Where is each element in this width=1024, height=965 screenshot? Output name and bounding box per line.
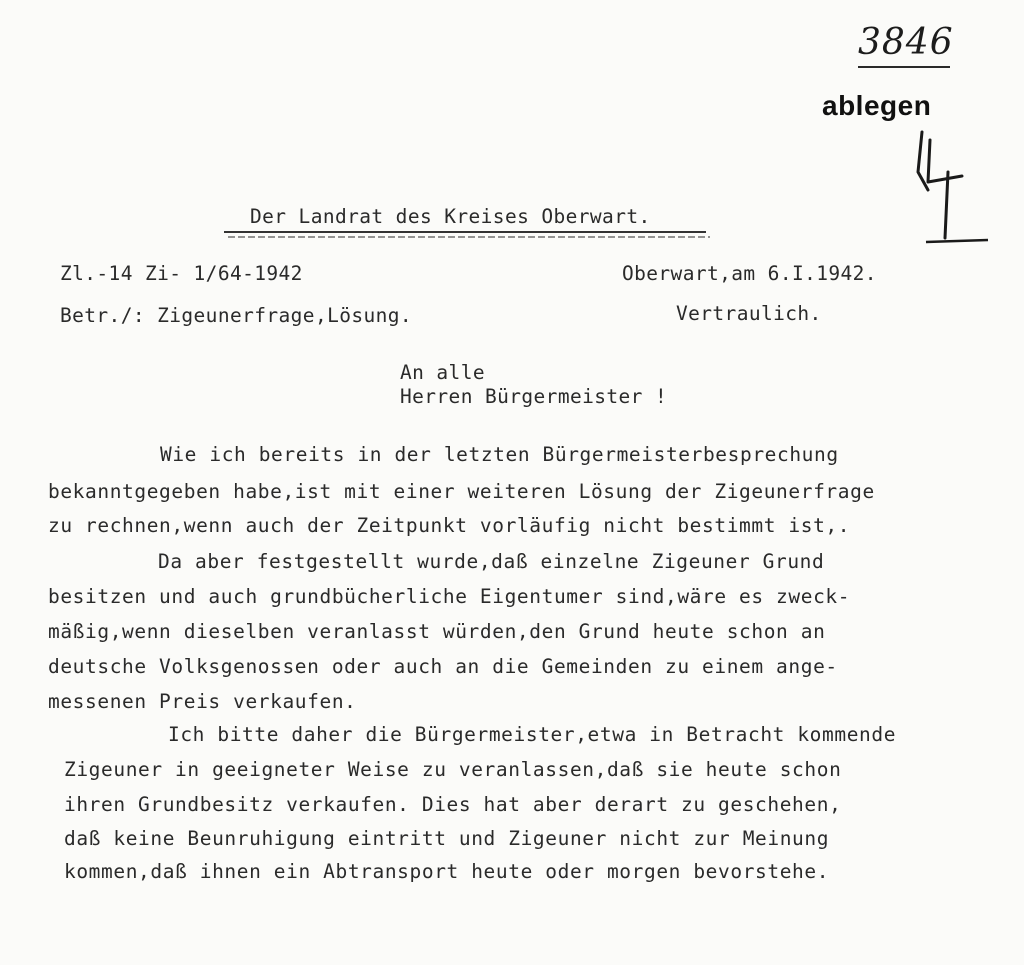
body-line: mäßig,wenn dieselben veranlasst würden,den Grund heute schon an bbox=[48, 620, 826, 643]
body-line: zu rechnen,wenn auch der Zeitpunkt vorläufig nicht bestimmt ist,. bbox=[48, 514, 851, 537]
body-line: besitzen und auch grundbücherliche Eigentumer sind,wäre es zweck- bbox=[48, 585, 851, 608]
body-line: Zigeuner in geeigneter Weise zu veranlassen,daß sie heute schon bbox=[64, 758, 842, 781]
heading-underline bbox=[224, 228, 714, 240]
archive-number-underline bbox=[858, 66, 950, 68]
handwritten-initial-mark bbox=[900, 120, 1000, 250]
body-line: kommen,daß ihnen ein Abtransport heute oder morgen bevorstehe. bbox=[64, 860, 830, 883]
body-line: daß keine Beunruhigung eintritt und Zigeuner nicht zur Meinung bbox=[64, 827, 830, 850]
body-line: deutsche Volksgenossen oder auch an die Gemeinden zu einem ange- bbox=[48, 655, 838, 678]
body-line: ihren Grundbesitz verkaufen. Dies hat aber derart zu geschehen, bbox=[64, 793, 842, 816]
recipient-line-1: An alle bbox=[400, 361, 485, 384]
body-line: Ich bitte daher die Bürgermeister,etwa in Betracht kommende bbox=[168, 723, 897, 746]
body-line: messenen Preis verkaufen. bbox=[48, 690, 357, 713]
subject-line: Betr./: Zigeunerfrage,Lösung. bbox=[60, 304, 413, 327]
recipient-line-2: Herren Bürgermeister ! bbox=[400, 385, 668, 408]
classification: Vertraulich. bbox=[676, 302, 822, 325]
body-line: bekanntgegeben habe,ist mit einer weiteren Lösung der Zigeunerfrage bbox=[48, 480, 875, 503]
file-number: Zl.-14 Zi- 1/64-1942 bbox=[60, 262, 303, 285]
place-date: Oberwart,am 6.I.1942. bbox=[622, 262, 877, 285]
ablegen-stamp: ablegen bbox=[822, 90, 932, 121]
archive-number: 3846 bbox=[858, 22, 954, 63]
body-line: Da aber festgestellt wurde,daß einzelne Zigeuner Grund bbox=[158, 550, 825, 573]
authority-heading: Der Landrat des Kreises Oberwart. bbox=[250, 205, 651, 228]
body-line: Wie ich bereits in der letzten Bürgermeisterbesprechung bbox=[160, 443, 839, 466]
